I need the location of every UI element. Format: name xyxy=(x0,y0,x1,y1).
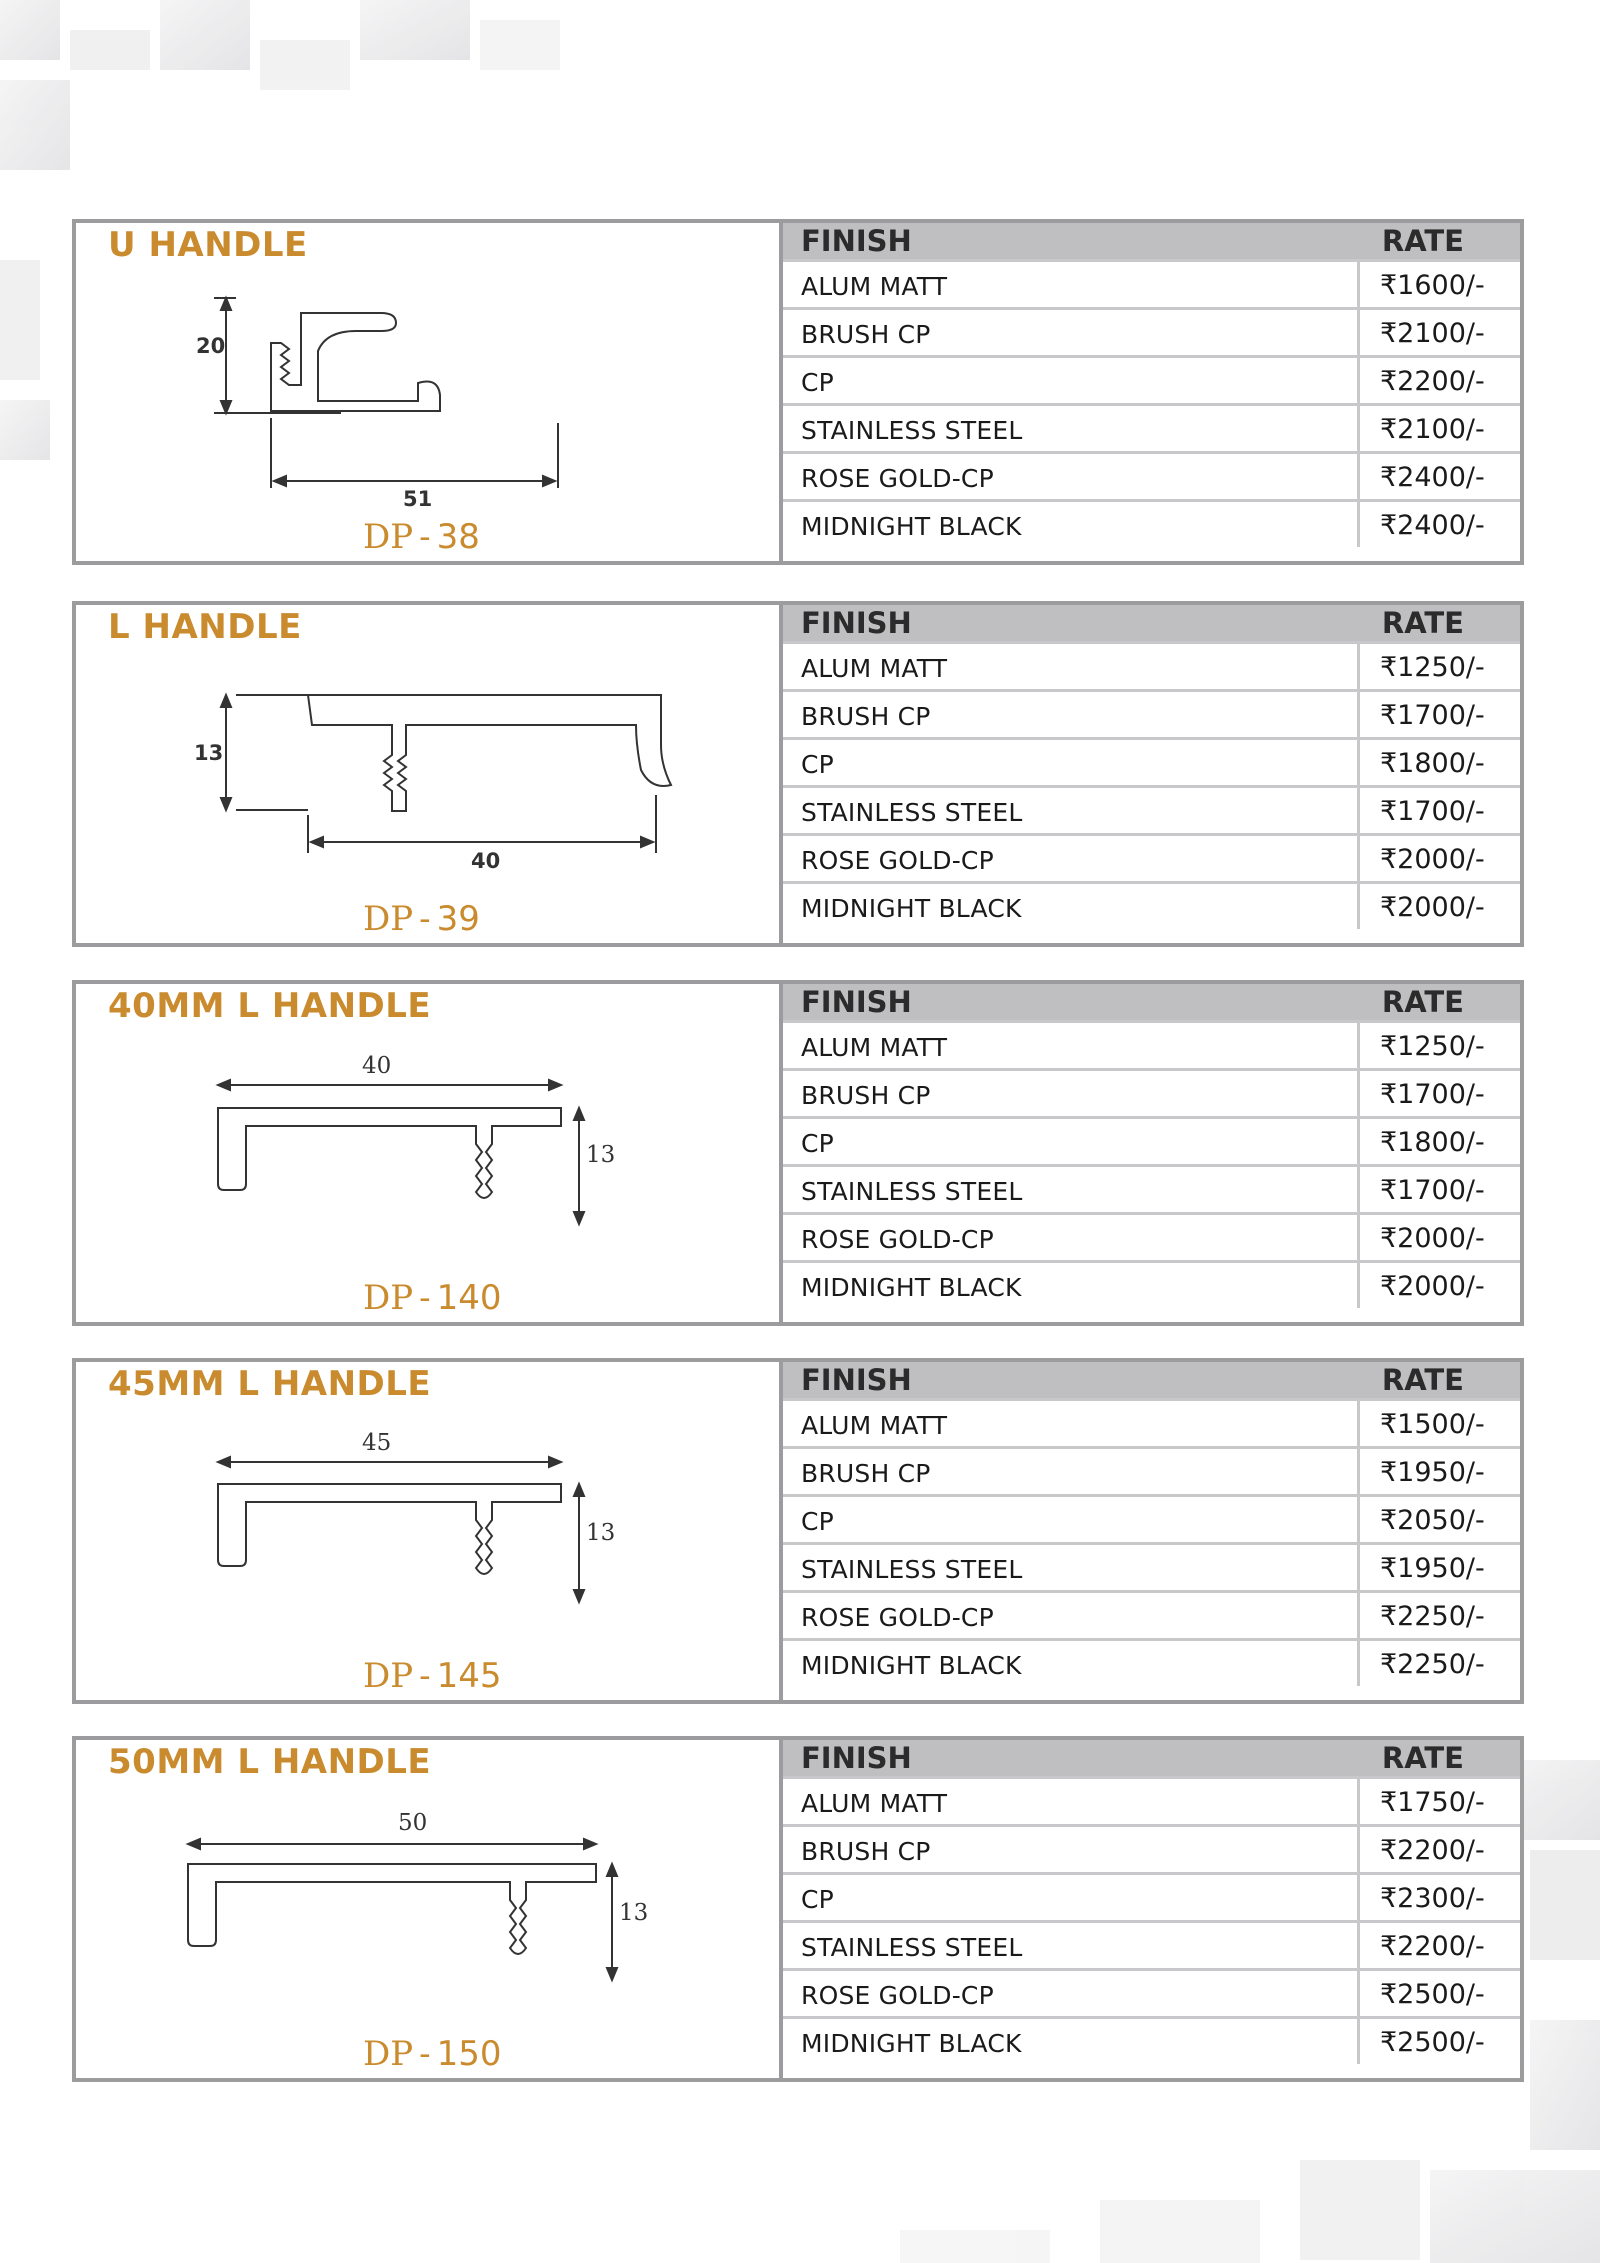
45mm-l-handle-profile-drawing xyxy=(76,1362,779,1700)
rate-cell: ₹2400/- xyxy=(1380,462,1485,493)
table-row xyxy=(783,355,1520,403)
rate-cell: ₹1250/- xyxy=(1380,1031,1485,1062)
product-drawing-panel xyxy=(76,984,779,1322)
product-code: DP - 38 xyxy=(363,517,480,557)
header-rate: RATE xyxy=(1381,224,1464,258)
product-drawing-panel xyxy=(76,223,779,561)
dimension-height: 20 xyxy=(196,334,226,358)
finish-cell: STAINLESS STEEL xyxy=(801,416,1023,445)
table-header xyxy=(783,223,1520,259)
table-header xyxy=(783,605,1520,641)
header-rate: RATE xyxy=(1381,1363,1464,1397)
table-row xyxy=(783,451,1520,499)
dimension-width: 50 xyxy=(398,1810,428,1836)
code-number: 38 xyxy=(436,517,480,557)
finish-cell: MIDNIGHT BLACK xyxy=(801,1651,1022,1680)
finish-cell: ROSE GOLD-CP xyxy=(801,464,994,493)
product-card-45mm-l-handle xyxy=(72,1358,1524,1704)
product-card-u-handle xyxy=(72,219,1524,565)
rate-table xyxy=(779,605,1520,943)
rate-cell: ₹2000/- xyxy=(1380,1271,1485,1302)
rate-cell: ₹2100/- xyxy=(1380,414,1485,445)
header-finish: FINISH xyxy=(801,1363,912,1397)
table-row xyxy=(783,737,1520,785)
product-card-50mm-l-handle xyxy=(72,1736,1524,2082)
finish-cell: BRUSH CP xyxy=(801,1837,931,1866)
dimension-height: 13 xyxy=(586,1142,616,1168)
finish-cell: ROSE GOLD-CP xyxy=(801,1225,994,1254)
table-row xyxy=(783,689,1520,737)
rate-table xyxy=(779,223,1520,561)
table-row xyxy=(783,1872,1520,1920)
rate-cell: ₹1950/- xyxy=(1380,1457,1485,1488)
rate-cell: ₹2000/- xyxy=(1380,1223,1485,1254)
table-row xyxy=(783,1542,1520,1590)
product-drawing-panel xyxy=(76,1362,779,1700)
code-number: 150 xyxy=(436,2034,502,2074)
header-finish: FINISH xyxy=(801,224,912,258)
table-row xyxy=(783,833,1520,881)
finish-cell: ROSE GOLD-CP xyxy=(801,1603,994,1632)
rate-cell: ₹1700/- xyxy=(1380,796,1485,827)
product-title: L HANDLE xyxy=(108,607,302,647)
finish-cell: MIDNIGHT BLACK xyxy=(801,2029,1022,2058)
product-title: 40MM L HANDLE xyxy=(108,986,432,1026)
table-header xyxy=(783,1362,1520,1398)
dimension-width: 45 xyxy=(362,1430,392,1456)
table-row xyxy=(783,1494,1520,1542)
rate-table xyxy=(779,1740,1520,2078)
finish-cell: BRUSH CP xyxy=(801,320,931,349)
table-row xyxy=(783,1116,1520,1164)
table-row xyxy=(783,1260,1520,1308)
l-handle-profile-drawing xyxy=(76,605,779,943)
finish-cell: MIDNIGHT BLACK xyxy=(801,894,1022,923)
table-row xyxy=(783,1020,1520,1068)
header-finish: FINISH xyxy=(801,1741,912,1775)
table-row xyxy=(783,259,1520,307)
finish-cell: BRUSH CP xyxy=(801,702,931,731)
code-number: 39 xyxy=(436,899,480,939)
rate-cell: ₹2300/- xyxy=(1380,1883,1485,1914)
product-title: 50MM L HANDLE xyxy=(108,1742,432,1782)
table-row xyxy=(783,1920,1520,1968)
header-rate: RATE xyxy=(1381,1741,1464,1775)
rate-table xyxy=(779,1362,1520,1700)
finish-cell: ROSE GOLD-CP xyxy=(801,1981,994,2010)
dimension-height: 13 xyxy=(194,741,224,765)
product-code: DP - 140 xyxy=(363,1278,502,1318)
table-row xyxy=(783,1590,1520,1638)
finish-cell: BRUSH CP xyxy=(801,1459,931,1488)
rate-cell: ₹2200/- xyxy=(1380,366,1485,397)
rate-cell: ₹1700/- xyxy=(1380,1175,1485,1206)
rate-table xyxy=(779,984,1520,1322)
finish-cell: CP xyxy=(801,1885,834,1914)
code-prefix: DP xyxy=(363,1278,414,1318)
50mm-l-handle-profile-drawing xyxy=(76,1740,779,2078)
dimension-width: 51 xyxy=(403,487,433,511)
finish-cell: CP xyxy=(801,368,834,397)
finish-cell: STAINLESS STEEL xyxy=(801,798,1023,827)
dimension-width: 40 xyxy=(362,1053,392,1079)
table-row xyxy=(783,1068,1520,1116)
rate-cell: ₹1700/- xyxy=(1380,700,1485,731)
table-header xyxy=(783,1740,1520,1776)
table-row xyxy=(783,1164,1520,1212)
rate-cell: ₹2200/- xyxy=(1380,1931,1485,1962)
product-drawing-panel xyxy=(76,605,779,943)
finish-cell: CP xyxy=(801,750,834,779)
rate-cell: ₹2100/- xyxy=(1380,318,1485,349)
rate-cell: ₹1250/- xyxy=(1380,652,1485,683)
finish-cell: STAINLESS STEEL xyxy=(801,1177,1023,1206)
header-rate: RATE xyxy=(1381,985,1464,1019)
table-row xyxy=(783,403,1520,451)
finish-cell: ALUM MATT xyxy=(801,272,948,301)
table-row xyxy=(783,1212,1520,1260)
code-prefix: DP xyxy=(363,517,414,557)
header-rate: RATE xyxy=(1381,606,1464,640)
code-number: 140 xyxy=(436,1278,502,1318)
rate-cell: ₹2500/- xyxy=(1380,1979,1485,2010)
code-prefix: DP xyxy=(363,1656,414,1696)
rate-cell: ₹2000/- xyxy=(1380,892,1485,923)
table-row xyxy=(783,2016,1520,2064)
product-drawing-panel xyxy=(76,1740,779,2078)
table-row xyxy=(783,785,1520,833)
product-card-l-handle xyxy=(72,601,1524,947)
product-code: DP - 145 xyxy=(363,1656,502,1696)
product-code: DP - 150 xyxy=(363,2034,502,2074)
table-row xyxy=(783,1398,1520,1446)
rate-cell: ₹1700/- xyxy=(1380,1079,1485,1110)
table-row xyxy=(783,641,1520,689)
product-code: DP - 39 xyxy=(363,899,480,939)
table-row xyxy=(783,881,1520,929)
product-title: 45MM L HANDLE xyxy=(108,1364,432,1404)
dimension-width: 40 xyxy=(471,849,501,873)
u-handle-profile-drawing xyxy=(76,223,779,561)
rate-cell: ₹1950/- xyxy=(1380,1553,1485,1584)
rate-cell: ₹2250/- xyxy=(1380,1601,1485,1632)
dimension-height: 13 xyxy=(619,1900,649,1926)
finish-cell: STAINLESS STEEL xyxy=(801,1933,1023,1962)
finish-cell: MIDNIGHT BLACK xyxy=(801,1273,1022,1302)
rate-cell: ₹1500/- xyxy=(1380,1409,1485,1440)
finish-cell: ALUM MATT xyxy=(801,1033,948,1062)
table-row xyxy=(783,1446,1520,1494)
table-row xyxy=(783,499,1520,547)
rate-cell: ₹2200/- xyxy=(1380,1835,1485,1866)
40mm-l-handle-profile-drawing xyxy=(76,984,779,1322)
header-finish: FINISH xyxy=(801,606,912,640)
finish-cell: CP xyxy=(801,1507,834,1536)
product-title: U HANDLE xyxy=(108,225,308,265)
rate-cell: ₹2000/- xyxy=(1380,844,1485,875)
code-prefix: DP xyxy=(363,2034,414,2074)
rate-cell: ₹2050/- xyxy=(1380,1505,1485,1536)
rate-cell: ₹1800/- xyxy=(1380,748,1485,779)
finish-cell: ALUM MATT xyxy=(801,1789,948,1818)
finish-cell: ALUM MATT xyxy=(801,654,948,683)
rate-cell: ₹1600/- xyxy=(1380,270,1485,301)
rate-cell: ₹1750/- xyxy=(1380,1787,1485,1818)
table-row xyxy=(783,1776,1520,1824)
finish-cell: STAINLESS STEEL xyxy=(801,1555,1023,1584)
finish-cell: ALUM MATT xyxy=(801,1411,948,1440)
rate-cell: ₹2500/- xyxy=(1380,2027,1485,2058)
rate-cell: ₹2400/- xyxy=(1380,510,1485,541)
code-prefix: DP xyxy=(363,899,414,939)
table-row xyxy=(783,307,1520,355)
product-card-40mm-l-handle xyxy=(72,980,1524,1326)
rate-cell: ₹1800/- xyxy=(1380,1127,1485,1158)
finish-cell: BRUSH CP xyxy=(801,1081,931,1110)
table-header xyxy=(783,984,1520,1020)
header-finish: FINISH xyxy=(801,985,912,1019)
dimension-height: 13 xyxy=(586,1520,616,1546)
finish-cell: MIDNIGHT BLACK xyxy=(801,512,1022,541)
table-row xyxy=(783,1824,1520,1872)
finish-cell: CP xyxy=(801,1129,834,1158)
finish-cell: ROSE GOLD-CP xyxy=(801,846,994,875)
table-row xyxy=(783,1638,1520,1686)
table-row xyxy=(783,1968,1520,2016)
code-number: 145 xyxy=(436,1656,502,1696)
rate-cell: ₹2250/- xyxy=(1380,1649,1485,1680)
